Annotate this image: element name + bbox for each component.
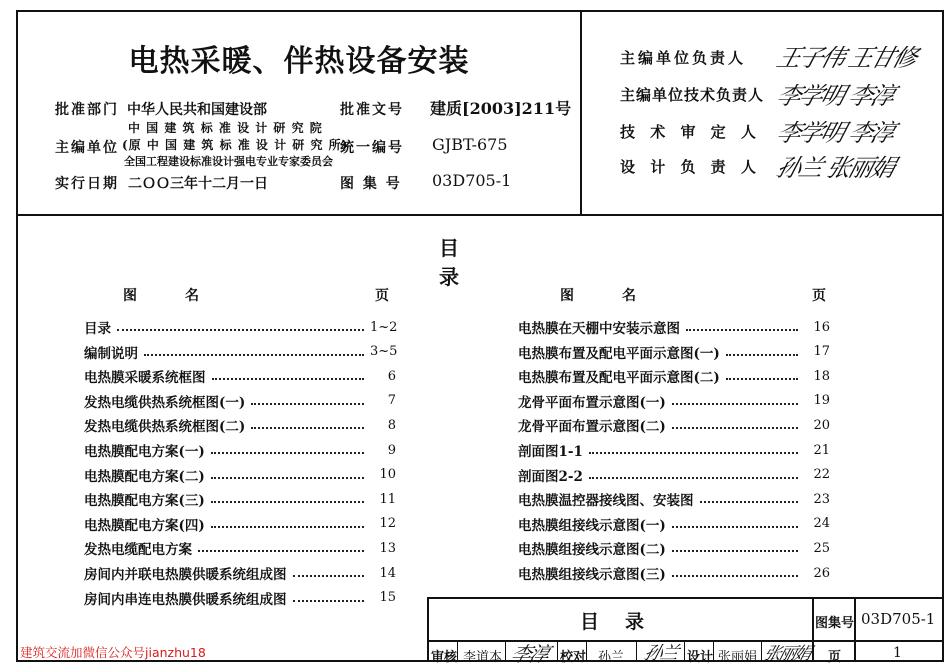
toc-entry-name: 编制说明 [84,345,138,362]
toc-leader-dots [211,501,364,503]
toc-entry [84,413,396,437]
toc-entry-name: 电热膜在天棚中安装示意图 [518,321,680,337]
toc-entry-name: 电热膜配电方案(三) [84,493,205,510]
toc-entry [518,512,830,536]
design-lead-signature: 孙兰 张丽娟 [773,154,897,182]
toc-leader-dots [672,575,798,577]
toc-entry [518,340,830,364]
toc-leader-dots [589,477,798,479]
toc-entry [518,463,830,487]
toc-entry-page: 10 [379,467,396,483]
toc-entry [84,586,396,610]
right-col-header-page: 页 [812,288,826,304]
toc-entry-name: 电热膜组接线示意图(二) [518,542,666,559]
toc-leader-dots [211,526,364,528]
toc-entry [84,487,396,511]
toc-entry-name: 电热膜组接线示意图(三) [518,567,666,583]
toc-entry-name: 剖面图1-1 [518,444,583,460]
tb-sep-6 [684,641,685,662]
toc-entry-page: 18 [813,368,830,384]
toc-entry [84,463,396,487]
toc-leader-dots [672,427,798,429]
toc-entry-name: 龙骨平面布置示意图(一) [518,394,666,411]
toc-entry-name: 房间内并联电热膜供暖系统组成图 [84,567,287,583]
tb-sep-3 [557,641,558,662]
atlas-no-label: 图 集 号 [340,176,402,192]
impl-date-label: 实行日期 [55,176,119,192]
toc-entry-name: 电热膜配电方案(一) [84,444,205,460]
editor-unit-label: 主编单位 [55,140,119,156]
watermark-text: 建筑交流加微信公众号jianzhu18 [20,645,206,660]
toc-entry-page: 8 [387,417,396,433]
design-lead-label: 设 计 负 责 人 [620,158,761,176]
toc-leader-dots [293,575,365,577]
toc-leader-dots [117,329,364,331]
toc-entry [84,364,396,388]
toc-entry [518,487,830,511]
toc-leader-dots [211,452,364,454]
impl-date: 二ＯＯ三年十二月一日 [128,176,268,192]
toc-entry-name: 电热膜配电方案(四) [84,517,205,534]
title-block-divider [812,597,814,662]
tb-sep-2 [505,641,506,662]
header-divider-horizontal [16,214,944,216]
atlas-no: 03D705-1 [432,171,512,190]
toc-entry [518,438,830,462]
approval-dept-label: 批准部门 [55,102,119,118]
page-label: 页 [828,650,842,665]
toc-entry [518,389,830,413]
editor-unit-line-3: 全国工程建设标准设计强电专业专家委员会 [124,155,333,168]
toc-leader-dots [589,452,798,454]
toc-leader-dots [212,378,365,380]
toc-entry-name: 电热膜布置及配电平面示意图(二) [518,370,720,387]
toc-entry [84,315,396,339]
tb-sep-5 [636,641,637,662]
toc-leader-dots [726,354,798,356]
toc-entry [84,389,396,413]
toc-entry-page: 9 [387,442,396,458]
toc-entry-name: 龙骨平面布置示意图(二) [518,419,666,436]
review-label: 审核 [431,650,458,665]
left-col-header-name: 图名 [123,288,247,304]
toc-entry-page: 23 [813,491,830,507]
toc-entry [518,536,830,560]
toc-entry-page: 3~5 [370,344,398,360]
chief-editor-label: 主编单位负责人 [620,49,747,67]
toc-entry-page: 20 [813,417,830,433]
tech-chief-signature: 李学明 李淳 [773,82,897,110]
editor-unit-line-2: (原 中 国 建 筑 标 准 设 计 研 究 所) [122,138,349,152]
toc-entry [518,364,830,388]
title-block-atlas-no: 03D705-1 [861,610,936,628]
tech-reviewer-signature: 李学明 李淳 [773,119,897,147]
tb-sep-1 [457,641,458,662]
toc-entry-page: 17 [813,344,830,360]
toc-entry [518,561,830,585]
title-block-left [427,597,429,662]
header-divider-vertical [580,10,582,216]
checker-name: 孙兰 [598,650,625,665]
toc-entry [84,438,396,462]
toc-leader-dots [198,550,364,552]
toc-entry [84,536,396,560]
toc-entry [84,512,396,536]
title-block-atlas-no-label: 图集号 [815,616,855,631]
check-label: 校对 [560,650,587,665]
approval-doc: 建质[2003]211号 [430,99,572,118]
right-col-header-name: 图名 [560,288,684,304]
toc-entry-name: 电热膜配电方案(二) [84,468,205,485]
title-block-top [427,597,944,599]
left-col-header-page: 页 [375,288,389,304]
toc-entry-page: 1~2 [370,319,398,335]
toc-entry [84,561,396,585]
unified-no: GJBT-675 [432,135,508,154]
approval-dept: 中华人民共和国建设部 [127,102,267,118]
toc-entry-page: 12 [379,516,396,532]
toc-entry-name: 电热膜温控器接线图、安装图 [518,493,694,510]
toc-leader-dots [686,329,798,331]
toc-entry-page: 24 [813,516,830,532]
checker-signature: 孙兰 [641,643,680,664]
toc-entry-page: 13 [379,540,396,556]
toc-entry-name: 房间内串连电热膜供暖系统组成图 [84,591,287,608]
toc-entry-page: 21 [813,442,830,458]
page-number: 1 [893,645,902,661]
toc-entry-name: 电热膜采暖系统框图 [84,370,206,387]
tech-chief-label: 主编单位技术负责人 [620,86,765,104]
toc-leader-dots [672,526,798,528]
toc-leader-dots [251,403,364,405]
toc-entry-page: 11 [379,491,396,507]
toc-entry-name: 电热膜布置及配电平面示意图(一) [518,345,720,362]
tb-sep-4 [586,641,587,662]
tb-sep-7 [713,641,714,662]
toc-entry-page: 25 [813,540,830,556]
toc-entry-page: 14 [379,565,396,581]
toc-leader-dots [293,600,365,602]
toc-entry-name: 发热电缆供热系统框图(二) [84,419,246,436]
editor-unit-line-1: 中 国 建 筑 标 准 设 计 研 究 院 [128,121,323,135]
toc-entry-name: 剖面图2-2 [518,468,583,485]
toc-entry [84,340,396,364]
toc-leader-dots [672,550,798,552]
title-block-divider-2 [854,597,856,662]
toc-leader-dots [144,354,364,356]
toc-entry-page: 22 [813,467,830,483]
title-block-sheet-title: 目录 [580,611,671,633]
toc-entry-name: 发热电缆配电方案 [84,542,192,559]
toc-entry-page: 26 [813,565,830,581]
atlas-title: 电热采暖、伴热设备安装 [128,44,470,79]
toc-leader-dots [672,403,798,405]
toc-entry-page: 19 [813,393,830,409]
toc-entry-page: 7 [387,393,396,409]
toc-leader-dots [700,501,799,503]
toc-entry-page: 6 [387,368,396,384]
toc-entry [518,413,830,437]
reviewer-name: 李道本 [463,650,503,665]
designer-name: 张丽娟 [718,650,758,665]
toc-entry-name: 目录 [84,321,111,337]
toc-entry [518,315,830,339]
designer-signature: 张丽娟 [761,644,813,664]
reviewer-signature: 李淳 [508,642,551,666]
toc-entry-page: 16 [813,319,830,335]
toc-leader-dots [251,427,364,429]
toc-leader-dots [211,477,364,479]
chief-editor-signature: 王子伟 王甘修 [773,44,919,72]
tech-reviewer-label: 技 术 审 定 人 [620,123,761,141]
approval-doc-label: 批准文号 [340,102,404,118]
toc-entry-name: 电热膜组接线示意图(一) [518,517,666,534]
design-label: 设计 [687,650,714,665]
toc-leader-dots [726,378,798,380]
unified-no-label: 统一编号 [340,140,404,156]
toc-entry-name: 发热电缆供热系统框图(一) [84,394,246,411]
toc-title: 目录 [439,236,521,289]
toc-entry-page: 15 [379,590,396,606]
